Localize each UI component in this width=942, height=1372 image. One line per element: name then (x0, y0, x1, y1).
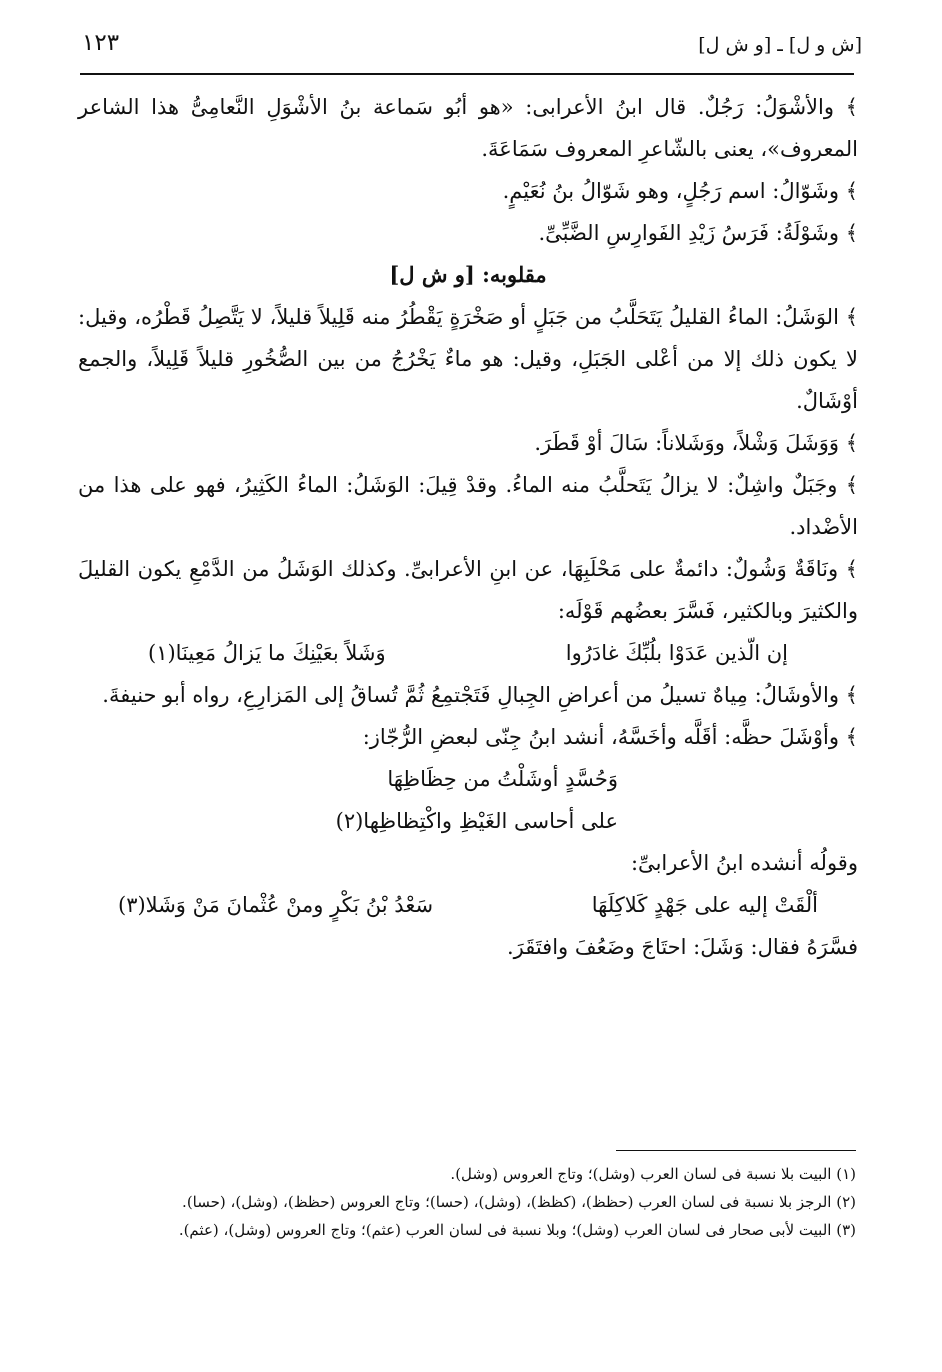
entry-al-washal: ﴾ الوَشَلُ: الماءُ القليلُ يَتَحَلَّبُ من جَبَلٍ أو صَخْرَةٍ يَقْطُرُ منه قَلِيلاً قليلاً، لا يَتَّصِلُ قَطْرُه، وقيل: لا يكون ذلك إلا من أعْلى الجَبَلِ، وقيل: هو ماءٌ يَخْرُجُ من بين الصُّخُورِ قليلاً قَلِيلاً، والجمع أوْشَالٌ. (78, 305, 858, 413)
entry-jabal-washil: ﴾ وجَبَلٌ واشِلٌ: لا يزالُ يَتَحلَّبُ منه الماءُ. وقدْ قِيلَ: الوَشَلُ: الماءُ الكَثِيرُ، فهو على هذا من الأضْداد. (78, 473, 858, 539)
footnote-2: (٢) الرجز بلا نسبة فى لسان العرب (حظظ)، (كظظ)، (وشل)، (حسا)؛ وتاج العروس (حظظ)، (وشل)، (حسا). (182, 1193, 856, 1211)
main-text (78, 86, 858, 968)
rajaz-line-one: وَحُسَّدٍ أوشَلْتُ من حِظَاظِهَا (387, 767, 618, 791)
page-number: ١٢٣ (82, 30, 120, 56)
footnotes (80, 1160, 856, 1244)
verse-two-second-hemistich: سَعْدُ بْنُ بَكْرٍ ومنْ عُثْمانَ مَنْ وَشَلا(٣) (118, 893, 434, 917)
verse-one-second-hemistich: وَشَلاً بعَيْنِكَ ما يَزالُ مَعِينَا(١) (148, 641, 386, 665)
entry-al-awshal: ﴾ والأوشَالُ: مِياهٌ تسيلُ من أعراضِ الجِبالِ فَتَجْتمِعُ ثُمَّ تُساقُ إلى المَزارِعِ، رواه أبو حنيفةَ. (102, 683, 858, 707)
verse-two-first-hemistich: ألْقَتْ إليه على جَهْدٍ كَلاكِلَهَا (591, 893, 818, 917)
section-heading-maqlub: مقلوبه: [و ش ل] (389, 262, 547, 287)
entry-naqa-washul: ﴾ ونَاقَةٌ وَشُولٌ: دائمةٌ على مَحْلَبِهَا، عن ابنِ الأعرابىِّ. وكذلك الوَشَلُ من الدَّمْعِ يكون القليلَ والكثيرَ وبالكثير، فَسَّرَ بعضُهم قَوْلَه: (78, 557, 858, 623)
footnote-rule (616, 1150, 856, 1151)
header-rule (80, 73, 854, 75)
footnote-3: (٣) البيت لأبى صحار فى لسان العرب (وشل)؛ وبلا نسبة فى لسان العرب (عثم)؛ وتاج العروس (وشل)، (عثم). (178, 1221, 856, 1239)
entry-washala-verb: ﴾ وَوَشَلَ وَشْلاً، ووَشَلاناً: سَالَ أوْ قَطَرَ. (534, 431, 858, 455)
explanation-washala: فسَّرَهُ فقال: وَشَلَ: احتَاجَ وضَعُفَ وافتَقَرَ. (506, 935, 858, 959)
verse-one-first-hemistich: إن الّذين عَدَوْا بلُبِّكَ غادَرُوا (565, 641, 788, 665)
verse-two (118, 884, 818, 926)
entry-al-ashwal: ﴾ والأشْوَلُ: رَجُلٌ. قال ابنُ الأعرابى: «هو أبُو سَماعة بنُ الأشْوَلِ النَّعامِىُّ هذا الشاعر المعروف»، يعنى بالشّاعرِ المعروف سَمَاعَةَ. (78, 95, 858, 161)
entry-awshala-hazzahu: ﴾ وأوْشَلَ حظَّه: أقَلَّه وأخَسَّهُ، أنشد ابنُ جِنّى لبعضِ الرُّجّاز: (362, 725, 858, 749)
entry-shawwal: ﴾ وشَوّالُ: اسم رَجُلٍ، وهو شَوّالُ بنُ نُعَيْمٍ. (502, 179, 858, 203)
entry-shawla: ﴾ وشَوْلَةُ: فَرَسُ زَيْدِ الفَوارِسِ الضَّبِّىِّ. (538, 221, 858, 245)
running-header-section: [ش و ل] ـ [و ش ل] (698, 34, 862, 56)
rajaz-line-two: على أحاسى الغَيْظِ واكْتِظاظِها(٢) (335, 809, 618, 833)
quote-intro: وقولُه أنشده ابنُ الأعرابىِّ: (630, 851, 858, 875)
footnote-1: (١) البيت بلا نسبة فى لسان العرب (وشل)؛ وتاج العروس (وشل). (450, 1165, 856, 1183)
verse-one (148, 632, 788, 674)
